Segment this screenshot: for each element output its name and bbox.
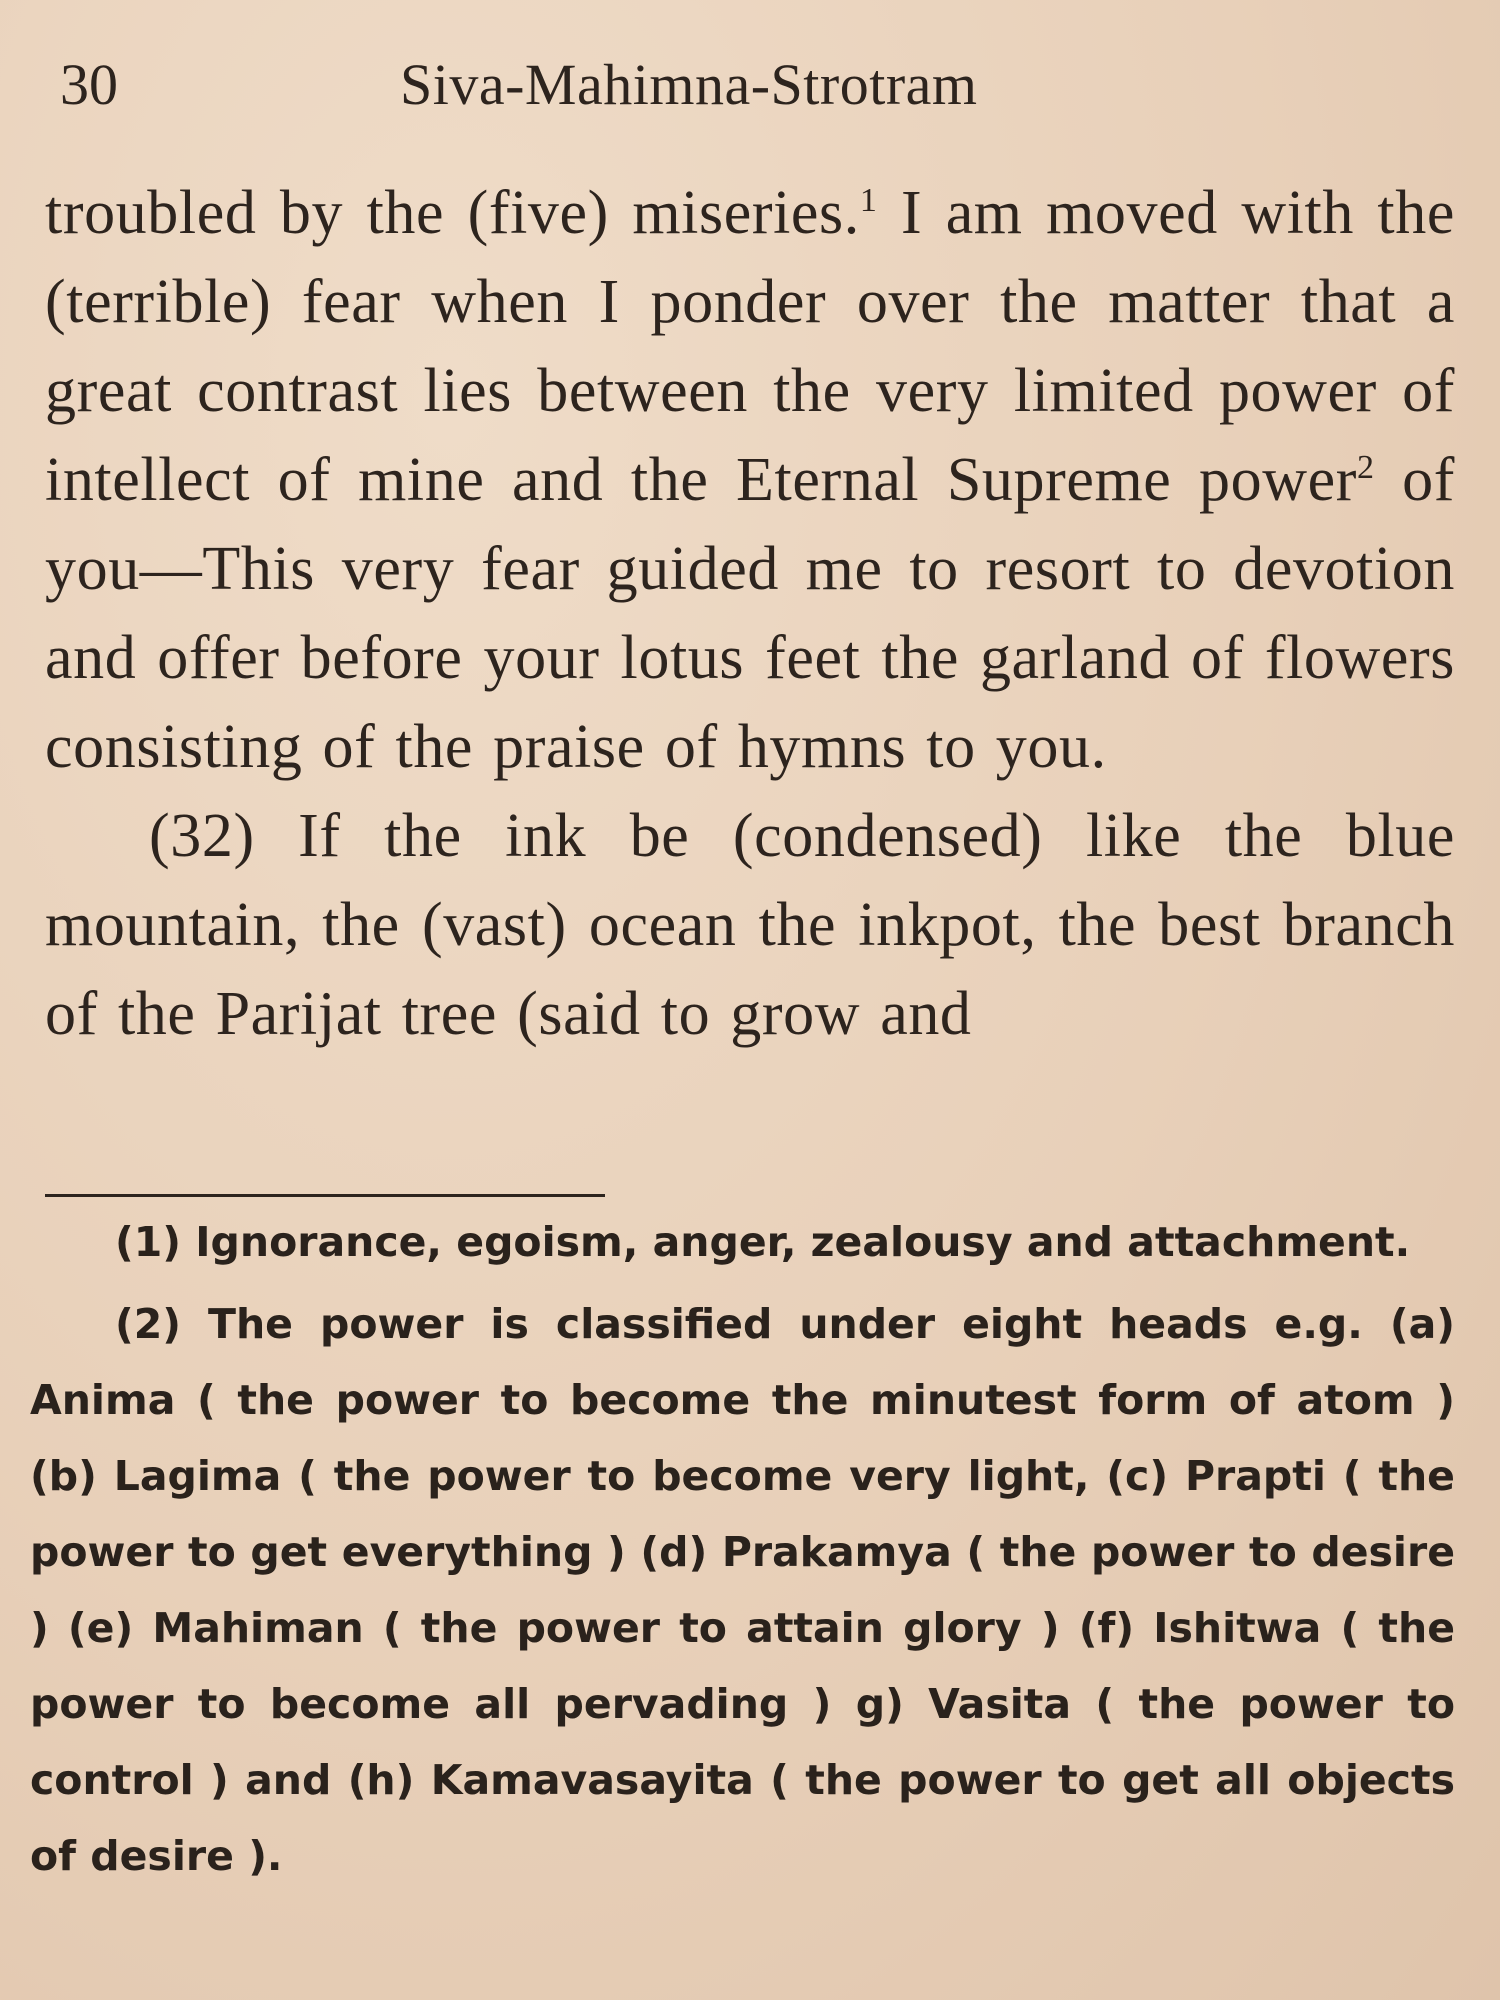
running-title: Siva-Mahimna-Strotram xyxy=(400,52,978,117)
footnotes xyxy=(30,1212,1455,1894)
paragraph-2: (32) If the ink be (condensed) like the blue mountain, the (vast) ocean the inkpot, the best branch of the Parijat tree (said to grow and xyxy=(45,802,1455,1048)
footnote-ref-2: 2 xyxy=(1356,449,1375,486)
footnote-ref-1: 1 xyxy=(859,182,878,219)
footnote-2: (2) The power is classified under eight heads e.g. (a) Anima ( the power to become the minutest form of atom ) (b) Lagima ( the power to become very light, (c) Prapti ( the power to get everything ) (d) Prakamya ( the power to desire ) (e) Mahiman ( the power to attain glory ) (f) Ishitwa ( the power to become all pervading ) g) Vasita ( the power to control ) and (h) Kamavasayita ( the power to get all objects of desire ). xyxy=(30,1300,1455,1880)
paragraph-1-part-1: troubled by the (five) miseries. xyxy=(45,179,860,247)
paragraph-1-part-2: I am moved with the (terrible) fear when I ponder over the matter that a great contrast lies between the very limited power of intellect of mine and the Eternal Supreme power xyxy=(45,179,1455,514)
page-header xyxy=(0,45,1500,125)
paragraph-1 xyxy=(45,169,1455,792)
footnote-1: (1) Ignorance, egoism, anger, zealousy and attachment. xyxy=(115,1218,1411,1266)
body-text xyxy=(45,169,1455,1059)
footnote-divider xyxy=(45,1194,605,1197)
page-number: 30 xyxy=(60,52,118,117)
paragraph-1-part-3: of you—This very fear guided me to resort to devotion and offer before your lotus feet the garland of flowers consisting of the praise of hymns to you. xyxy=(45,446,1455,781)
